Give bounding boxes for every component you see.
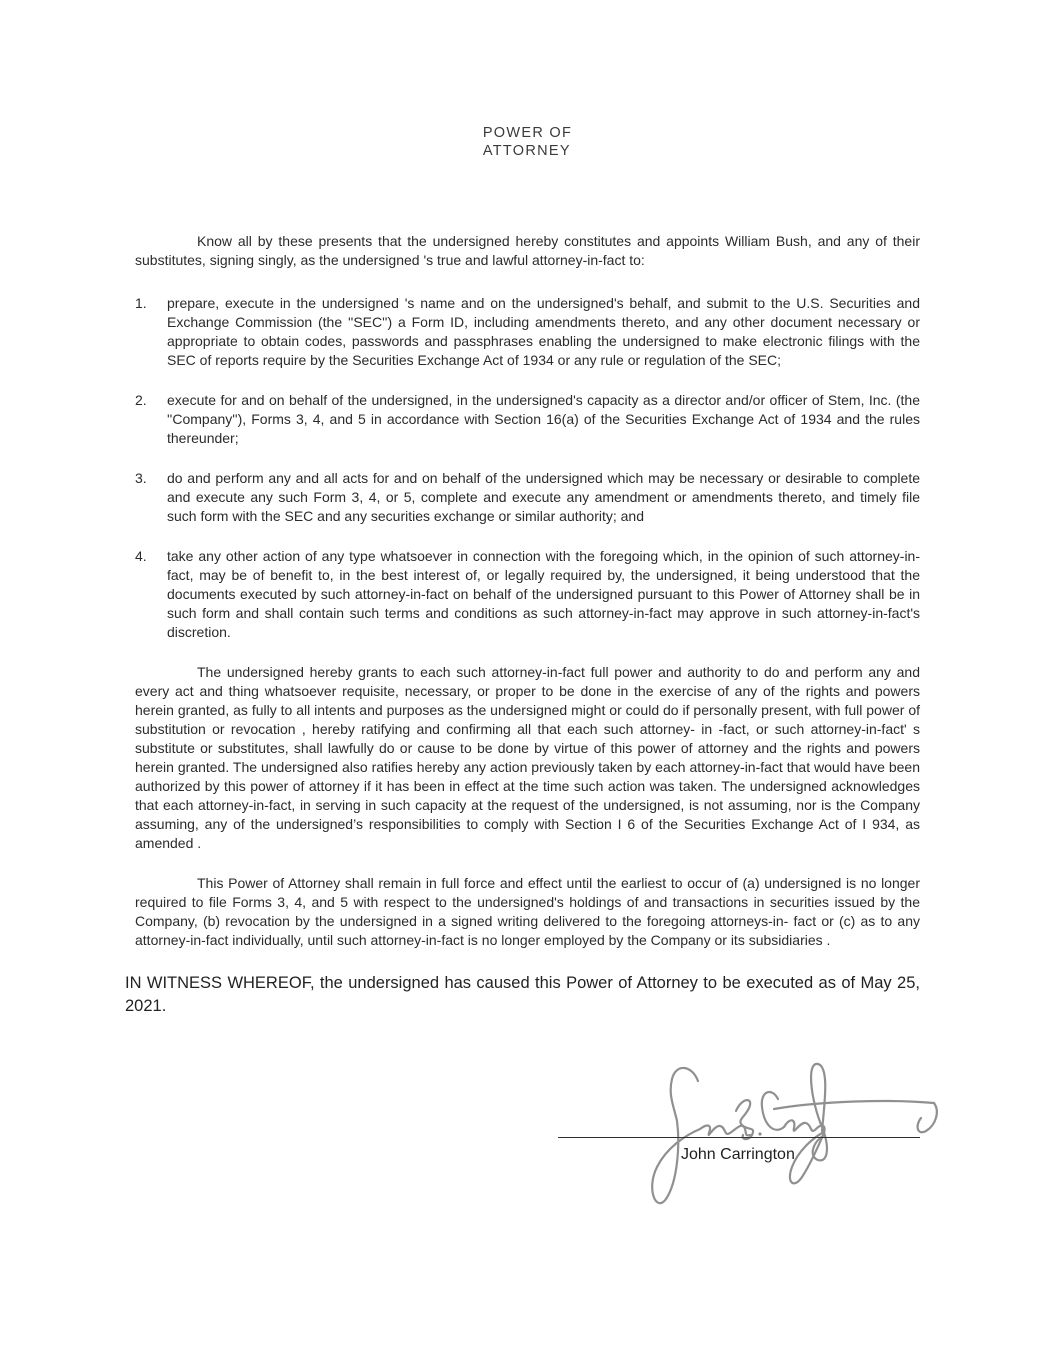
document-body [125,0,920,1018]
list-item-4-number: 4. [135,548,147,564]
signature-dot [758,1132,761,1135]
signature-stroke-e [736,1100,753,1139]
list-item-2 [135,391,920,448]
signature-printed-name: John Carrington [681,1146,795,1163]
list-item-2-text: execute for and on behalf of the undersigned, in the undersigned's capacity as a director and/or officer of Stem, Inc. (the ''Company''), Forms 3, 4, and 5 in accordance with Section 16(a) of the Securities Exchange Act of 1934 and the rules thereunder; [167,392,920,446]
list-item-1-text: prepare, execute in the undersigned 's name and on the undersigned's behalf, and submit to the U.S. Securities and Exchange Commission (the ''SEC'') a Form ID, including amendments thereto, and any other document necessary or appropriate to obtain codes, passwords and passphrases enabling the undersigned to make electronic filings with the SEC of reports require by the Securities Exchange Act of 1934 or any rule or regulation of the SEC; [167,295,920,368]
signature-image [560,1055,940,1215]
list-item-3 [135,469,920,526]
signature-stroke-crossbar [774,1101,934,1109]
intro-paragraph: Know all by these presents that the undersigned hereby constitutes and appoints William Bush, and any of their substitutes, signing singly, as the undersigned 's true and lawful attorney-in-fact to: [135,233,920,268]
powers-list [135,294,920,642]
list-item-4 [135,547,920,642]
list-item-1 [135,294,920,370]
signature-line [558,1137,920,1138]
title-line-1: POWER OF [482,125,573,141]
list-item-2-number: 2. [135,392,147,408]
signature-stroke-carrin [762,1092,825,1133]
title-line-2: ATTORNEY [482,143,571,159]
witness-paragraph: IN WITNESS WHEREOF, the undersigned has caused this Power of Attorney to be executed as of May 25, 2021. [125,974,920,1015]
document-title [135,124,920,160]
signature-stroke-hook [918,1103,937,1132]
list-item-3-text: do and perform any and all acts for and on behalf of the undersigned which may be necessary or desirable to complete and execute any such Form 3, 4, or 5, complete and execute any amendment or amendments thereto, and timely file such form with the SEC and any securities exchange or similar authority; and [167,470,920,524]
termination-paragraph: This Power of Attorney shall remain in full force and effect until the earliest to occur of (a) undersigned is no longer required to file Forms 3, 4, and 5 with respect to the undersigned's holdings of and transactions in securities issued by the Company, (b) revocation by the undersigned in a signed writing delivered to the foregoing attorneys-in- fact or (c) as to any attorney-in-fact individually, until such attorney-in-fact is no longer employed by the Company or its subsidiaries . [135,875,920,948]
grant-paragraph: The undersigned hereby grants to each such attorney-in-fact full power and authority to do and perform any and every act and thing whatsoever requisite, necessary, or proper to be done in the exercise of any of the rights and powers herein granted, as fully to all intents and purposes as the undersigned might or could do if personally present, with full power of substitution or revocation , hereby ratifying and confirming all that each such attorney- in -fact, or such attorney-in-fact' s substitute or substitutes, shall lawfully do or cause to be done by virtue of this power of attorney and the rights and powers herein granted. The undersigned also ratifies hereby any action previously taken by each attorney-in-fact that would have been authorized by this power of attorney if it has been in effect at the time such action was taken. The undersigned acknowledges that each attorney-in-fact, in serving in such capacity at the request of the undersigned, is not assuming, nor is the Company assuming, any of the undersigned’s responsibilities to comply with Section I 6 of the Securities Exchange Act of I 934, as amended . [135,664,920,851]
signature-stroke-john [652,1068,750,1203]
list-item-1-number: 1. [135,295,147,311]
list-item-3-number: 3. [135,470,147,486]
list-item-4-text: take any other action of any type whatsoever in connection with the foregoing which, in the opinion of such attorney-in-fact, may be of benefit to, in the best interest of, or legally required by, the undersigned, it being understood that the documents executed by such attorney-in-fact on behalf of the undersigned pursuant to this Power of Attorney shall be in such form and shall contain such terms and conditions as such attorney-in-fact may approve in such attorney-in-fact's discretion. [167,548,920,640]
